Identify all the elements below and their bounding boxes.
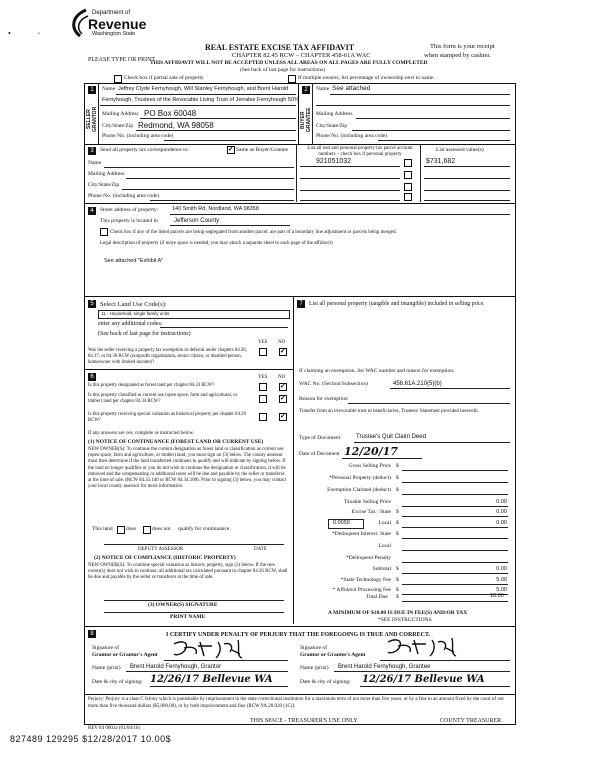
land-use-label: Select Land Use Code(s): <box>100 301 167 308</box>
tax-row-label: * Affidavit Processing Fee <box>332 587 391 593</box>
processing-fee-value[interactable]: 5.00 <box>496 587 507 593</box>
q2-yes-checkbox[interactable] <box>259 395 267 403</box>
reason-value[interactable]: Transfer from an irrevocable trust to beneficiaries, Trustees' Statement provided herewith. <box>299 409 479 414</box>
taxable-price-value[interactable]: 0.00 <box>496 499 507 505</box>
tech-fee-value[interactable]: 5.00 <box>496 577 507 583</box>
grantee-date-city-label: Date & city of signing: <box>300 679 351 685</box>
section-6-badge: 6 <box>88 373 96 381</box>
land-use-select[interactable] <box>98 310 290 319</box>
historic-question: Is this property receiving special valuation as historical property per chapter 84.26 RCW? <box>88 412 246 423</box>
street-value[interactable]: 140 Smith Rd, Nordland, WA 98358 <box>172 206 259 212</box>
dollar-sign: $ <box>396 463 399 469</box>
wac-label: WAC No. (Section/Subsection) <box>299 381 368 387</box>
land-does-checkbox[interactable] <box>117 526 125 534</box>
additional-codes-label: enter any additional codes: <box>98 321 163 327</box>
tax-mailing-label: Mailing Address <box>88 171 125 177</box>
grantee-agent-label: Grantor or Grantee's Agent <box>300 652 366 658</box>
dollar-sign: $ <box>396 594 399 600</box>
tax-row-label: Exemption Claimed (deduct) <box>327 487 391 493</box>
dollar-sign: $ <box>396 566 399 572</box>
seller-phone-label: Phone No. (including area code) <box>102 133 174 139</box>
grantor-date-city-label: Date & city of signing: <box>92 679 143 685</box>
same-as-buyer-checkbox[interactable] <box>227 146 235 154</box>
revenue-logo <box>66 8 156 48</box>
s5-yes-header: YES <box>258 340 268 345</box>
parcel-personal-checkbox-4[interactable] <box>404 193 412 201</box>
notice-2-text: NEW OWNER(S): To continue special valuation as historic property, sign (3) below. If the new owner(s) does not wish to continue, all additional tax calculated pursuant to chapter 84.26 RCW, shall be due and payable by the seller or transferor at the time of sale. <box>88 563 288 581</box>
dollar-sign: $ <box>396 531 399 537</box>
q1-no-checkbox[interactable] <box>279 383 287 391</box>
grantee-name-value[interactable]: Brent Harold Fernyhough, Grantee <box>338 664 431 670</box>
q1-yes-checkbox[interactable] <box>259 383 267 391</box>
margin-mark: • <box>8 29 11 38</box>
receipt-note-1: This form is your receipt <box>430 43 495 50</box>
grantor-signature[interactable] <box>170 638 260 660</box>
form-title: REAL ESTATE EXCISE TAX AFFIDAVIT <box>205 43 355 52</box>
total-due-value[interactable]: 10.00 <box>490 593 504 599</box>
partial-sale-checkbox[interactable] <box>114 75 122 83</box>
same-as-buyer-label: Same as Buyer/Grantee <box>236 147 288 153</box>
tax-row-label: Local <box>378 520 391 526</box>
subtotal-value[interactable]: 0.00 <box>496 566 507 572</box>
exemption-question: Was the seller receiving a property tax exemption or deferral under chapters 84.36, 84.37, or 84.38 RCW (nonprofit organization, senior citizen, or disabled person, homeowner with limited income)? <box>88 348 247 365</box>
margin-mark-2: • <box>38 32 40 37</box>
segregated-note: Check box if any of the listed parcels are being segregated from another parcel, are part of a boundary line adjustment or parcels being merged. <box>110 230 397 235</box>
sig-label-grantee: Signature of <box>300 645 328 651</box>
logo-state: Washington State <box>92 31 136 37</box>
minimum-due-note: A MINIMUM OF $10.00 IS DUE IN FEE(S) AND/OR TAX <box>328 610 468 616</box>
section-4-badge: 4 <box>88 207 96 215</box>
does-not-label: does not <box>152 526 171 532</box>
logo-dept: Department of <box>92 10 131 16</box>
treasurer-stamp: 827489 129295 $12/28/2017 10.00$ <box>10 734 172 744</box>
dollar-sign: $ <box>396 577 399 583</box>
does-label: does <box>126 526 137 532</box>
multiple-owners-label: If multiple owners, list percentage of ownership next to name. <box>298 75 435 81</box>
notice-2-title: (2) NOTICE OF COMPLIANCE (HISTORIC PROPERTY) <box>94 555 236 561</box>
section-1-badge: 1 <box>88 86 96 94</box>
land-use-value: 11 - Household, single family units <box>101 311 170 316</box>
q2-no-checkbox[interactable] <box>279 395 287 403</box>
tax-city-label: City/State/Zip <box>88 182 120 188</box>
dollar-sign: $ <box>396 487 399 493</box>
located-label: This property is located in <box>100 218 158 224</box>
s5-exemption-no-checkbox[interactable] <box>279 348 287 356</box>
tax-calculation <box>296 462 511 602</box>
buyer-city-label: City/State/Zip <box>316 123 348 129</box>
see-instructions-note: *SEE INSTRUCTIONS <box>378 617 432 623</box>
perjury-notice: Perjury: Perjury is a class C felony which is punishable by imprisonment in the state correctional institution for a maximum term of not more than five years, or by a fine in an amount fixed by the court of not more than five thousand dollars ($5,000.00), or by both imprisonment and fine (RCW 9A.20.020 (1C)). <box>88 697 504 709</box>
notice-1-text: NEW OWNER(S): To continue the current designation as forest land or classification as current use (open space, farm and agriculture, or timber) land, you must sign on (3) below. The county assessor must then determine if the land transferred continues to qualify and will indicate by signing below. If the land no longer qualifies or you do not wish to continue the designation or classification, it will be removed and the compensating or additional taxes will be due and payable by the seller or transferor at the time of sale. (RCW 84.33.140 or RCW 84.34.108). Prior to signing (3) below, you may contact your local county assessor for more information. <box>88 447 287 490</box>
dollar-sign: $ <box>396 520 399 526</box>
land-use-see-back: (See back of last page for instructions) <box>98 331 191 337</box>
land-does-label: This land <box>92 526 113 532</box>
tax-row-label: Local <box>378 543 391 549</box>
seller-mailing-value[interactable]: PO Box 60048 <box>144 109 197 118</box>
tax-row-label: *State Technology Fee <box>340 577 391 583</box>
grantee-date-city-value[interactable]: 12/26/17 Bellevue WA <box>362 674 485 685</box>
s5-exemption-yes-checkbox[interactable] <box>259 348 267 356</box>
tax-phone-label: Phone No. (including area code) <box>88 193 160 199</box>
parcel-personal-checkbox-1[interactable] <box>404 159 412 167</box>
located-value[interactable]: Jefferson County <box>174 218 220 224</box>
print-name-label: PRINT NAME <box>170 614 206 620</box>
deputy-assessor-label: DEPUTY ASSESSOR <box>138 547 184 552</box>
seller-side-label: SELLER GRANTOR <box>86 106 98 132</box>
grantor-agent-label: Grantor or Grantor's Agent <box>92 652 158 658</box>
doc-date-label: Date of Document <box>299 451 340 457</box>
seller-mailing-label: Mailing Address <box>102 111 139 117</box>
buyer-phone-label: Phone No. (including area code) <box>316 133 388 139</box>
seller-city-label: City/State/Zip <box>102 123 134 129</box>
assessed-header: List assessed value(s) <box>436 147 484 153</box>
multiple-owners-checkbox[interactable] <box>288 75 296 83</box>
current-use-question: Is this property classified as current use (open space, farm and agricultural, or timber) land per chapter 84.34 RCW? <box>88 393 238 404</box>
parcel-header: List all real and personal property tax parcel account numbers – check box if personal property <box>307 146 413 157</box>
q3-no-checkbox[interactable] <box>279 413 287 421</box>
tax-row-label: *Delinquent Penalty <box>345 555 391 561</box>
partial-sale-label: Check box if partial sale of property <box>124 75 204 81</box>
buyer-name-label: Name <box>316 86 330 92</box>
sig-label-grantor: Signature of <box>92 645 120 651</box>
legal-description-label: Legal description of property (if more space is needed, you may attach a separate sheet to each page of the affidavit) <box>100 241 333 246</box>
forest-land-question: Is this property designated as forest land per chapter 84.33 RCW? <box>88 383 215 388</box>
dollar-sign: $ <box>396 509 399 515</box>
logo-swoosh-icon <box>66 8 90 38</box>
excise-local-value[interactable]: 0.00 <box>496 520 507 526</box>
grantee-name-label: Name (print) <box>300 665 329 671</box>
parcel-number[interactable]: 921051032 <box>316 158 352 165</box>
total-due-label: Total Due <box>366 594 388 600</box>
grantor-name-label: Name (print) <box>92 665 121 671</box>
land-does-not-checkbox[interactable] <box>143 526 151 534</box>
excise-state-value[interactable]: 0.00 <box>496 509 507 515</box>
logo-name: Revenue <box>88 16 147 32</box>
treasurer-use-label: THIS SPACE - TREASURER'S USE ONLY <box>250 718 358 724</box>
tax-row-label: Subtotal <box>372 566 391 572</box>
grantor-date-city-value[interactable]: 12/26/17 Bellevue WA <box>150 674 273 685</box>
tax-row-label: Gross Selling Price <box>348 463 391 469</box>
county-treasurer-label: COUNTY TREASURER <box>440 718 502 724</box>
dollar-sign: $ <box>396 475 399 481</box>
doc-type-label: Type of Document <box>299 435 341 441</box>
local-rate-box[interactable] <box>328 519 364 529</box>
wac-value[interactable]: 458.61A.210(5)(b) <box>393 381 442 387</box>
doc-type-value[interactable]: Trustee's Quit Claim Deed <box>356 434 426 440</box>
certify-statement: I CERTIFY UNDER PENALTY OF PERJURY THAT THE FOREGOING IS TRUE AND CORRECT. <box>166 632 431 638</box>
tax-row-label: Excise Tax : State <box>351 509 391 515</box>
tax-row-label: Taxable Selling Price <box>344 499 391 505</box>
owner-signature-label: (3) OWNER(S) SIGNATURE <box>148 602 218 608</box>
rev-number: REV 84 0001a (01/04/16) <box>88 726 140 731</box>
seller-city-value[interactable]: Redmond, WA 98058 <box>138 121 214 130</box>
grantor-name-value[interactable]: Brent Harold Fernyhough, Grantor <box>130 664 222 670</box>
buyer-name-value[interactable]: See attached <box>332 85 371 92</box>
receipt-note-2: when stamped by cashier. <box>424 52 491 59</box>
seller-name-value[interactable]: Jeffrey Clyde Fernyhough, Will Stanley Fernyhough, and Brent Harold <box>118 86 289 92</box>
reason-label: Reason for exemption <box>299 396 348 402</box>
seller-name-value-2[interactable]: Fernyhough, Trustees of the Revocable Living Trust of Jerralee Fernyhough 50% <box>102 97 299 103</box>
assessor-date-label: DATE <box>254 547 267 552</box>
grantee-signature[interactable] <box>384 636 474 658</box>
section-5-badge: 5 <box>88 300 96 308</box>
buyer-mailing-label: Mailing Address <box>316 111 353 117</box>
legal-description-value[interactable]: See attached "Exhibit A" <box>104 258 164 264</box>
buyer-side-label: BUYER GRANTEE <box>300 107 312 133</box>
print-note: PLEASE TYPE OR PRINT <box>88 57 156 63</box>
tax-row-label: *Personal Property (deduct) <box>329 475 391 481</box>
tax-name-label: Name <box>88 160 102 166</box>
form-warning: THIS AFFIDAVIT WILL NOT BE ACCEPTED UNLESS ALL AREAS ON ALL PAGES ARE FULLY COMPLETED <box>150 60 428 66</box>
claiming-exemption-label: If claiming an exemption, list WAC number and reason for exemption: <box>299 368 455 374</box>
tax-row-label: *Delinquent Interest: State <box>332 531 391 537</box>
q3-yes-checkbox[interactable] <box>259 413 267 421</box>
see-back-note: (See back of last page for instructions) <box>240 67 325 73</box>
send-correspondence-label: Send all property tax correspondence to: <box>100 147 190 153</box>
s6-no-header: NO <box>278 375 286 380</box>
parcel-personal-checkbox-3[interactable] <box>404 183 412 191</box>
assessed-value[interactable]: $731,682 <box>426 158 456 165</box>
segregated-checkbox[interactable] <box>100 228 108 236</box>
street-label: Street address of property: <box>100 207 159 213</box>
section-7-badge: 7 <box>297 300 305 308</box>
section-8-badge: 8 <box>88 630 96 638</box>
section-2-badge: 2 <box>302 86 310 94</box>
section-3-badge: 3 <box>88 147 96 155</box>
s6-yes-header: YES <box>258 375 268 380</box>
notice-1-title: (1) NOTICE OF CONTINUANCE (FOREST LAND OR CURRENT USE) <box>88 439 264 445</box>
if-yes-note: If any answers are yes, complete as instructed below. <box>88 431 195 436</box>
form-chapter: CHAPTER 82.45 RCW – CHAPTER 458-61A WAC <box>232 52 371 59</box>
dollar-sign: $ <box>396 587 399 593</box>
doc-date-value[interactable]: 12/20/17 <box>344 445 398 458</box>
local-rate-value: 0.0050 <box>333 520 350 526</box>
personal-property-label: List all personal property (tangible and intangible) included in selling price. <box>309 301 485 307</box>
seller-name-label: Name <box>102 86 116 92</box>
qualify-label: qualify for continuance. <box>178 526 231 532</box>
s5-no-header: NO <box>278 340 286 345</box>
parcel-personal-checkbox-2[interactable] <box>404 171 412 179</box>
